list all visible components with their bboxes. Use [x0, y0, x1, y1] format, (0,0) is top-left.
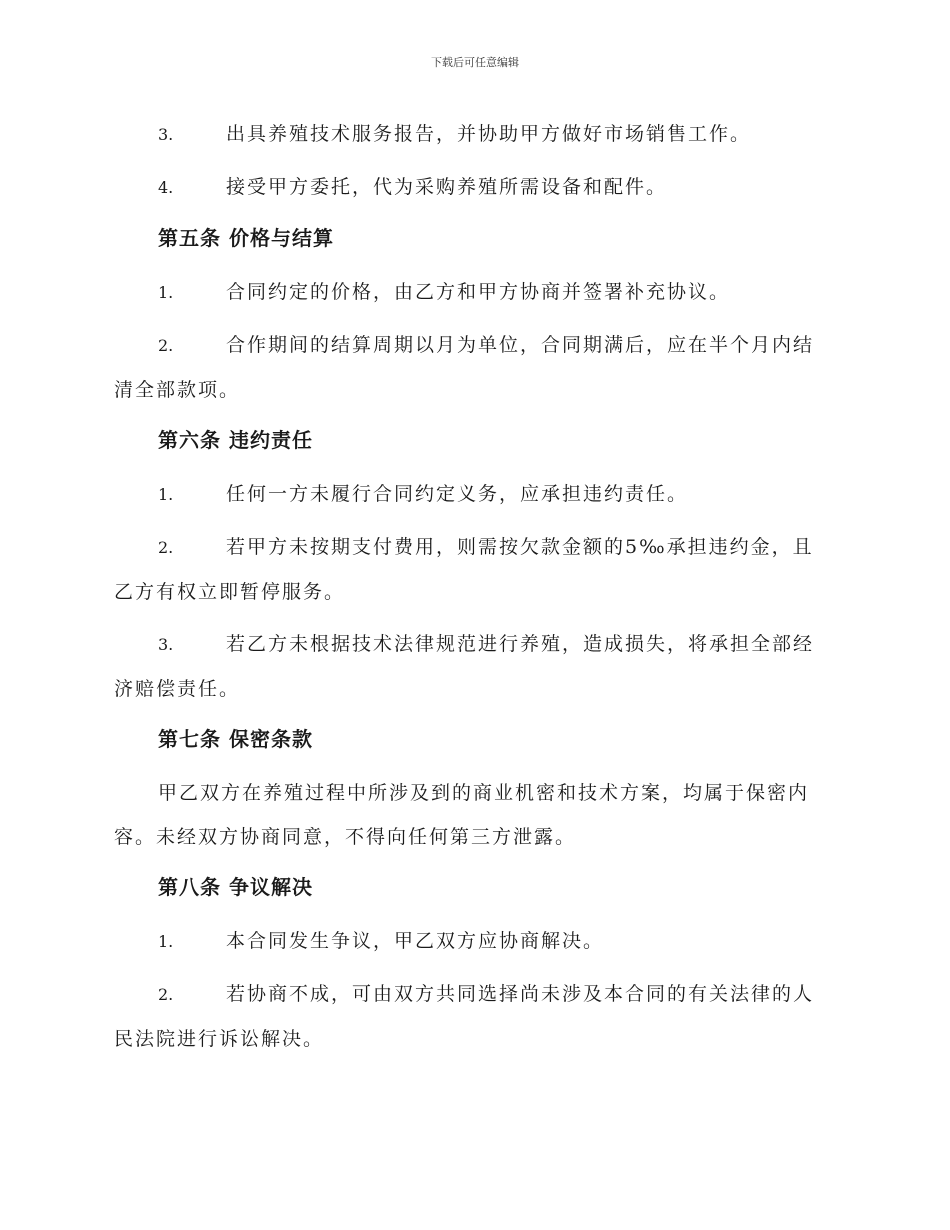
item-text: 本合同发生争议，甲乙双方应协商解决。 — [226, 930, 605, 952]
page-header-note: 下载后可任意编辑 — [431, 56, 519, 69]
item-text: 若甲方未按期支付费用，则需按欠款金额的5‰承担违约金，且乙方有权立即暂停服务。 — [114, 536, 814, 603]
list-item — [114, 622, 834, 711]
item-number: 1. — [158, 932, 174, 951]
list-item — [114, 323, 834, 412]
item-number: 1. — [158, 283, 174, 302]
list-item — [114, 525, 834, 614]
item-text: 接受甲方委托，代为采购养殖所需设备和配件。 — [226, 176, 668, 198]
list-item — [114, 112, 834, 157]
section-heading-article-6: 第六条 违约责任 — [158, 428, 313, 452]
item-number: 1. — [158, 485, 174, 504]
item-number: 2. — [158, 985, 174, 1004]
item-number: 3. — [158, 125, 174, 144]
item-number: 3. — [158, 635, 174, 654]
list-item — [114, 165, 834, 210]
paragraph: 甲乙双方在养殖过程中所涉及到的商业机密和技术方案，均属于保密内容。未经双方协商同意，不得向任何第三方泄露。 — [114, 782, 810, 848]
section-heading-article-8: 第八条 争议解决 — [158, 875, 313, 899]
item-number: 2. — [158, 336, 174, 355]
section-heading-article-7: 第七条 保密条款 — [158, 727, 313, 751]
document-body — [114, 112, 834, 1069]
item-text: 若协商不成，可由双方共同选择尚未涉及本合同的有关法律的人民法院进行诉讼解决。 — [114, 983, 815, 1050]
list-item — [114, 472, 834, 517]
item-text: 合作期间的结算周期以月为单位，合同期满后，应在半个月内结清全部款项。 — [114, 334, 815, 401]
item-number: 2. — [158, 538, 174, 557]
item-text: 若乙方未根据技术法律规范进行养殖，造成损失，将承担全部经济赔偿责任。 — [114, 633, 815, 700]
item-text: 出具养殖技术服务报告，并协助甲方做好市场销售工作。 — [226, 123, 752, 145]
section-heading-article-5: 第五条 价格与结算 — [158, 226, 334, 250]
list-item — [114, 270, 834, 315]
item-text: 任何一方未履行合同约定义务，应承担违约责任。 — [226, 483, 689, 505]
item-number: 4. — [158, 178, 174, 197]
list-item — [114, 972, 834, 1061]
item-text: 合同约定的价格，由乙方和甲方协商并签署补充协议。 — [226, 281, 731, 303]
list-item — [114, 919, 834, 964]
